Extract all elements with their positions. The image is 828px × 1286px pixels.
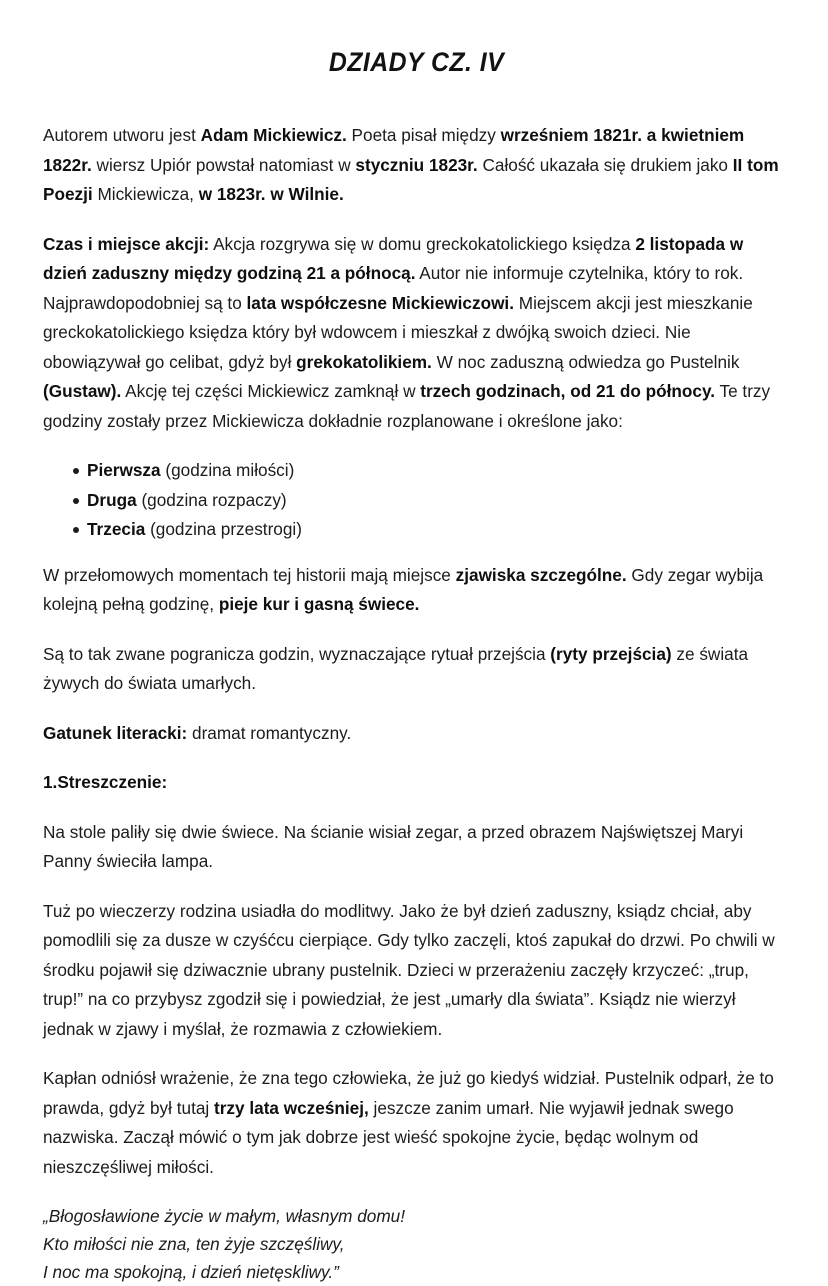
paragraph-summary-2: Tuż po wieczerzy rodzina usiadła do modlitwy. Jako że był dzień zaduszny, ksiądz chciał, aby pomodlili się za dusze w czyśćcu cierpiące. Gdy tylko zaczęli, ktoś zapukał do drzwi. Po chwili w środku pojawił się dziwacznie ubrany pustelnik. Dzieci w przerażeniu zaczęły krzyczeć: „trup, trup!” na co przybysz zgodził się i powiedział, że jest „umarły dla świata”. Ksiądz nie wierzył jednak w zjawy i myślał, że rozmawia z człowiekiem.	[43, 900, 775, 1039]
text-segment: wiersz Upiór powstał natomiast w	[91, 154, 356, 175]
bold-grekokatolikiem: grekokatolikiem.	[296, 351, 432, 372]
bold-poezji-volume: II tom Poezji	[43, 154, 779, 204]
text-segment: W noc zaduszną odwiedza go Pustelnik	[431, 351, 740, 372]
text-segment: Miejscem akcji jest mieszkanie greckokatolickiego księdza który był wdowcem i mieszkał z dwójką swoich dzieci. Nie obowiązywał go celibat, gdyż był	[43, 292, 753, 372]
bold-date-of-action: 2 listopada w dzień zaduszny między godziną 21 a północą.	[43, 233, 744, 283]
text-segment: Akcja rozgrywa się w domu greckokatolickiego księdza	[209, 233, 636, 254]
document-body	[43, 78, 790, 1286]
bold-three-years-earlier: trzy lata wcześniej,	[214, 1097, 369, 1118]
list-item-text: (godzina miłości)	[160, 460, 295, 480]
text-segment: ze świata żywych do świata umarłych.	[43, 643, 749, 693]
bold-gustaw: (Gustaw).	[43, 381, 122, 401]
bold-publication-place: w 1823r. w Wilnie.	[198, 184, 344, 204]
bold-rites-of-passage: (ryty przejścia)	[550, 643, 672, 664]
text-segment: Kapłan odniósł wrażenie, że zna tego człowieka, że już go kiedyś widział. Pustelnik odparł, że to prawda, gdyż był tutaj	[43, 1068, 774, 1118]
paragraph-summary-3	[43, 1064, 790, 1182]
verse-line-3: I noc ma spokojną, i dzień nietęskliwy.”	[43, 1262, 339, 1282]
list-item-bold-label: Pierwsza	[87, 460, 161, 480]
bold-author-name: Adam Mickiewicz.	[200, 125, 347, 145]
summary-heading-text: 1.Streszczenie:	[43, 772, 168, 792]
list-item-bold-label: Trzecia	[87, 519, 146, 539]
verse-quote	[43, 1202, 790, 1286]
text-segment: Te trzy godziny zostały przez Mickiewicza dokładnie rozplanowane i określone jako:	[43, 381, 771, 431]
list-item	[73, 486, 790, 516]
heading-summary	[43, 768, 790, 798]
text-segment: Autorem utworu jest	[43, 125, 201, 145]
bold-writing-period: wrześniem 1821r. a kwietniem 1822r.	[43, 125, 745, 175]
list-item-text: (godzina rozpaczy)	[136, 489, 287, 510]
verse-line-1: „Błogosławione życie w małym, własnym domu!	[43, 1206, 406, 1226]
list-item-bold-label: Druga	[87, 489, 137, 510]
bold-upior-date: styczniu 1823r.	[355, 154, 478, 175]
bold-rooster-candles: pieje kur i gasną świece.	[218, 594, 420, 614]
text-segment: Gdy zegar wybija kolejną pełną godzinę,	[43, 564, 764, 614]
list-item	[73, 456, 790, 486]
paragraph-borderlands	[43, 640, 790, 699]
text-segment: W przełomowych momentach tej historii mają miejsce	[43, 564, 456, 585]
label-genre: Gatunek literacki:	[43, 722, 188, 743]
text-segment: jeszcze zanim umarł. Nie wyjawił jednak swego nazwiska. Zaczął mówić o tym jak dobrze jest wieść spokojne życie, będąc wolnym od nieszczęśliwej miłości.	[43, 1097, 734, 1177]
hours-list	[43, 456, 790, 545]
text-segment: Poeta pisał między	[346, 125, 501, 145]
paragraph-time-and-place	[43, 230, 790, 437]
paragraph-summary-1: Na stole paliły się dwie świece. Na ścianie wisiał zegar, a przed obrazem Najświętszej Maryi Panny świeciła lampa.	[43, 821, 744, 871]
text-segment: Akcję tej części Mickiewicz zamknął w	[121, 381, 421, 401]
paragraph-author-intro	[43, 121, 790, 210]
paragraph-phenomena	[43, 561, 790, 620]
label-time-place: Czas i miejsce akcji:	[43, 233, 210, 254]
text-segment: dramat romantyczny.	[187, 722, 352, 743]
list-item-text: (godzina przestrogi)	[145, 519, 302, 539]
paragraph-genre	[43, 719, 790, 749]
bold-three-hours: trzech godzinach, od 21 do północy.	[420, 381, 716, 401]
text-segment: Mickiewicza,	[92, 184, 199, 204]
bold-contemporary-years: lata współczesne Mickiewiczowi.	[246, 292, 514, 313]
verse-line-2: Kto miłości nie zna, ten żyje szczęśliwy,	[43, 1234, 345, 1254]
list-item	[73, 515, 790, 545]
text-segment: Są to tak zwane pogranicza godzin, wyznaczające rytuał przejścia	[43, 643, 551, 664]
bold-special-phenomena: zjawiska szczególne.	[455, 564, 627, 585]
text-segment: Autor nie informuje czytelnika, który to rok. Najprawdopodobniej są to	[43, 263, 744, 313]
page-title: DZIADY CZ. IV	[328, 47, 505, 77]
text-segment: Całość ukazała się drukiem jako	[477, 154, 733, 175]
